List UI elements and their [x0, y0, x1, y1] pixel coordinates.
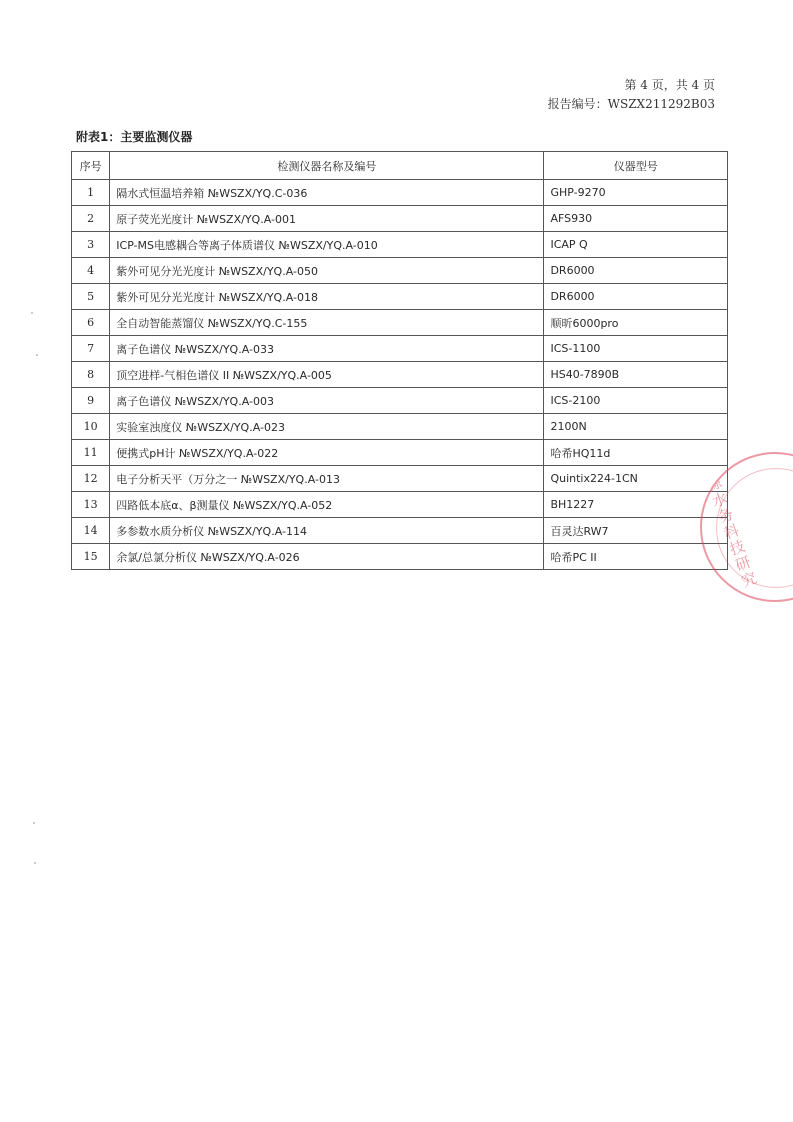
table-row	[72, 310, 728, 336]
row-number: 2	[72, 206, 110, 232]
instrument-name: 隔水式恒温培养箱 №WSZX/YQ.C-036	[110, 180, 544, 206]
instrument-table	[71, 151, 728, 570]
table-body	[72, 180, 728, 570]
row-number: 9	[72, 388, 110, 414]
report-number: 报告编号：WSZX211292B03	[547, 97, 715, 111]
instrument-name: 四路低本底α、β测量仪 №WSZX/YQ.A-052	[110, 492, 544, 518]
page-number: 第 4 页，共 4 页	[624, 78, 715, 92]
instrument-model: 哈希PC II	[544, 544, 728, 570]
instrument-model: DR6000	[544, 284, 728, 310]
table-row	[72, 258, 728, 284]
instrument-model: 百灵达RW7	[544, 518, 728, 544]
table-row	[72, 440, 728, 466]
instrument-model: AFS930	[544, 206, 728, 232]
row-number: 12	[72, 466, 110, 492]
row-number: 10	[72, 414, 110, 440]
scan-speck	[34, 862, 36, 864]
row-number: 3	[72, 232, 110, 258]
instrument-model: GHP-9270	[544, 180, 728, 206]
instrument-model: 哈希HQ11d	[544, 440, 728, 466]
scan-speck	[33, 822, 35, 824]
table-row	[72, 466, 728, 492]
page-header	[548, 76, 715, 114]
row-number: 8	[72, 362, 110, 388]
row-number: 15	[72, 544, 110, 570]
table-row	[72, 180, 728, 206]
column-header-number: 序号	[72, 152, 110, 180]
row-number: 11	[72, 440, 110, 466]
instrument-name: 余氯/总氯分析仪 №WSZX/YQ.A-026	[110, 544, 544, 570]
instrument-name: 顶空进样-气相色谱仪 II №WSZX/YQ.A-005	[110, 362, 544, 388]
instrument-model: ICS-2100	[544, 388, 728, 414]
column-header-model: 仪器型号	[544, 152, 728, 180]
instrument-name: 实验室浊度仪 №WSZX/YQ.A-023	[110, 414, 544, 440]
instrument-model: Quintix224-1CN	[544, 466, 728, 492]
instrument-name: 电子分析天平（万分之一 №WSZX/YQ.A-013	[110, 466, 544, 492]
table-row	[72, 414, 728, 440]
instrument-name: 紫外可见分光光度计 №WSZX/YQ.A-050	[110, 258, 544, 284]
instrument-name: 离子色谱仪 №WSZX/YQ.A-003	[110, 388, 544, 414]
instrument-model: DR6000	[544, 258, 728, 284]
table-row	[72, 518, 728, 544]
official-seal-stamp	[700, 452, 793, 602]
row-number: 4	[72, 258, 110, 284]
instrument-name: 全自动智能蒸馏仪 №WSZX/YQ.C-155	[110, 310, 544, 336]
table-row	[72, 336, 728, 362]
scan-speck	[31, 312, 33, 314]
table-row	[72, 232, 728, 258]
scan-speck	[36, 354, 38, 356]
row-number: 14	[72, 518, 110, 544]
table-row	[72, 362, 728, 388]
table-row	[72, 206, 728, 232]
instrument-name: 紫外可见分光光度计 №WSZX/YQ.A-018	[110, 284, 544, 310]
row-number: 6	[72, 310, 110, 336]
row-number: 13	[72, 492, 110, 518]
table-row	[72, 284, 728, 310]
table-row	[72, 492, 728, 518]
instrument-model: 顺昕6000pro	[544, 310, 728, 336]
table-row	[72, 388, 728, 414]
row-number: 1	[72, 180, 110, 206]
table-caption: 附表1：主要监测仪器	[76, 130, 193, 144]
instrument-model: HS40-7890B	[544, 362, 728, 388]
seal-text: 源水务科技研究	[703, 472, 760, 591]
instrument-name: 离子色谱仪 №WSZX/YQ.A-033	[110, 336, 544, 362]
instrument-name: 便携式pH计 №WSZX/YQ.A-022	[110, 440, 544, 466]
instrument-name: 多参数水质分析仪 №WSZX/YQ.A-114	[110, 518, 544, 544]
column-header-name: 检测仪器名称及编号	[110, 152, 544, 180]
instrument-name: 原子荧光光度计 №WSZX/YQ.A-001	[110, 206, 544, 232]
instrument-model: ICAP Q	[544, 232, 728, 258]
instrument-model: BH1227	[544, 492, 728, 518]
table-header-row	[72, 152, 728, 180]
table-row	[72, 544, 728, 570]
instrument-model: 2100N	[544, 414, 728, 440]
row-number: 7	[72, 336, 110, 362]
instrument-name: ICP-MS电感耦合等离子体质谱仪 №WSZX/YQ.A-010	[110, 232, 544, 258]
row-number: 5	[72, 284, 110, 310]
instrument-model: ICS-1100	[544, 336, 728, 362]
